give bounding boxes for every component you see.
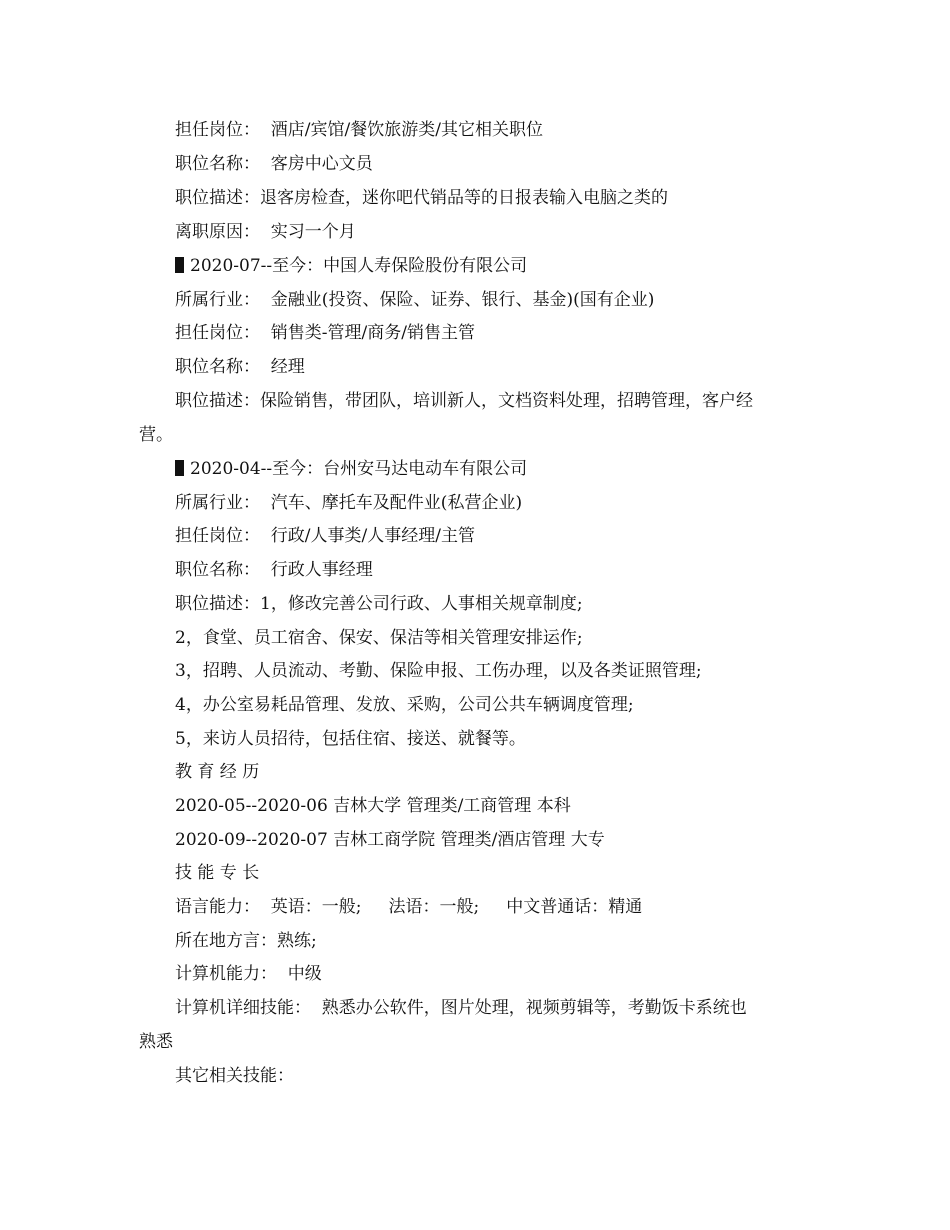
job3-desc-line: 2，食堂、员工宿舍、保安、保洁等相关管理安排运作;	[175, 628, 583, 648]
job3-desc-line: 3，招聘、人员流动、考勤、保险申报、工伤办理，以及各类证照管理;	[175, 661, 702, 681]
skills-dialect: 所在地方言：熟练;	[175, 931, 317, 951]
skills-language: 语言能力： 英语：一般; 法语：一般; 中文普通话：精通	[175, 897, 643, 917]
job2-description-cont: 营。	[139, 425, 173, 445]
skills-heading: 技 能 专 长	[175, 863, 260, 883]
job2-description: 职位描述：保险销售，带团队，培训新人，文档资料处理，招聘管理，客户经	[175, 391, 753, 411]
job2-header-text: 2020-07--至今：中国人寿保险股份有限公司	[190, 256, 528, 276]
education-item: 2020-09--2020-07 吉林工商学院 管理类/酒店管理 大专	[175, 830, 605, 850]
job3-position: 担任岗位： 行政/人事类/人事经理/主管	[175, 526, 475, 546]
job2-title: 职位名称： 经理	[175, 357, 305, 377]
job1-title: 职位名称： 客房中心文员	[175, 154, 373, 174]
job2-industry: 所属行业： 金融业(投资、保险、证券、银行、基金)(国有企业)	[175, 290, 655, 310]
bullet-icon	[175, 460, 184, 476]
skills-other: 其它相关技能：	[175, 1066, 294, 1086]
job3-desc-line: 5，来访人员招待，包括住宿、接送、就餐等。	[175, 729, 526, 749]
job3-desc-line: 4，办公室易耗品管理、发放、采购，公司公共车辆调度管理;	[175, 695, 634, 715]
job3-header	[175, 458, 527, 480]
job2-position: 担任岗位： 销售类-管理/商务/销售主管	[175, 323, 476, 343]
job1-leave-reason: 离职原因： 实习一个月	[175, 222, 356, 242]
job3-desc-line: 职位描述：1，修改完善公司行政、人事相关规章制度;	[175, 594, 583, 614]
skills-computer: 计算机能力： 中级	[175, 964, 322, 984]
job3-industry: 所属行业： 汽车、摩托车及配件业(私营企业)	[175, 493, 523, 513]
bullet-icon	[175, 257, 184, 273]
skills-computer-detail-cont: 熟悉	[139, 1032, 173, 1052]
education-heading: 教 育 经 历	[175, 762, 260, 782]
job1-position: 担任岗位： 酒店/宾馆/餐饮旅游类/其它相关职位	[175, 120, 543, 140]
skills-computer-detail: 计算机详细技能： 熟悉办公软件，图片处理，视频剪辑等，考勤饭卡系统也	[175, 998, 747, 1018]
education-item: 2020-05--2020-06 吉林大学 管理类/工商管理 本科	[175, 796, 571, 816]
job3-title: 职位名称： 行政人事经理	[175, 560, 373, 580]
job3-header-text: 2020-04--至今：台州安马达电动车有限公司	[190, 459, 528, 479]
job2-header	[175, 255, 527, 277]
job1-description: 职位描述：退客房检查，迷你吧代销品等的日报表输入电脑之类的	[175, 188, 668, 208]
